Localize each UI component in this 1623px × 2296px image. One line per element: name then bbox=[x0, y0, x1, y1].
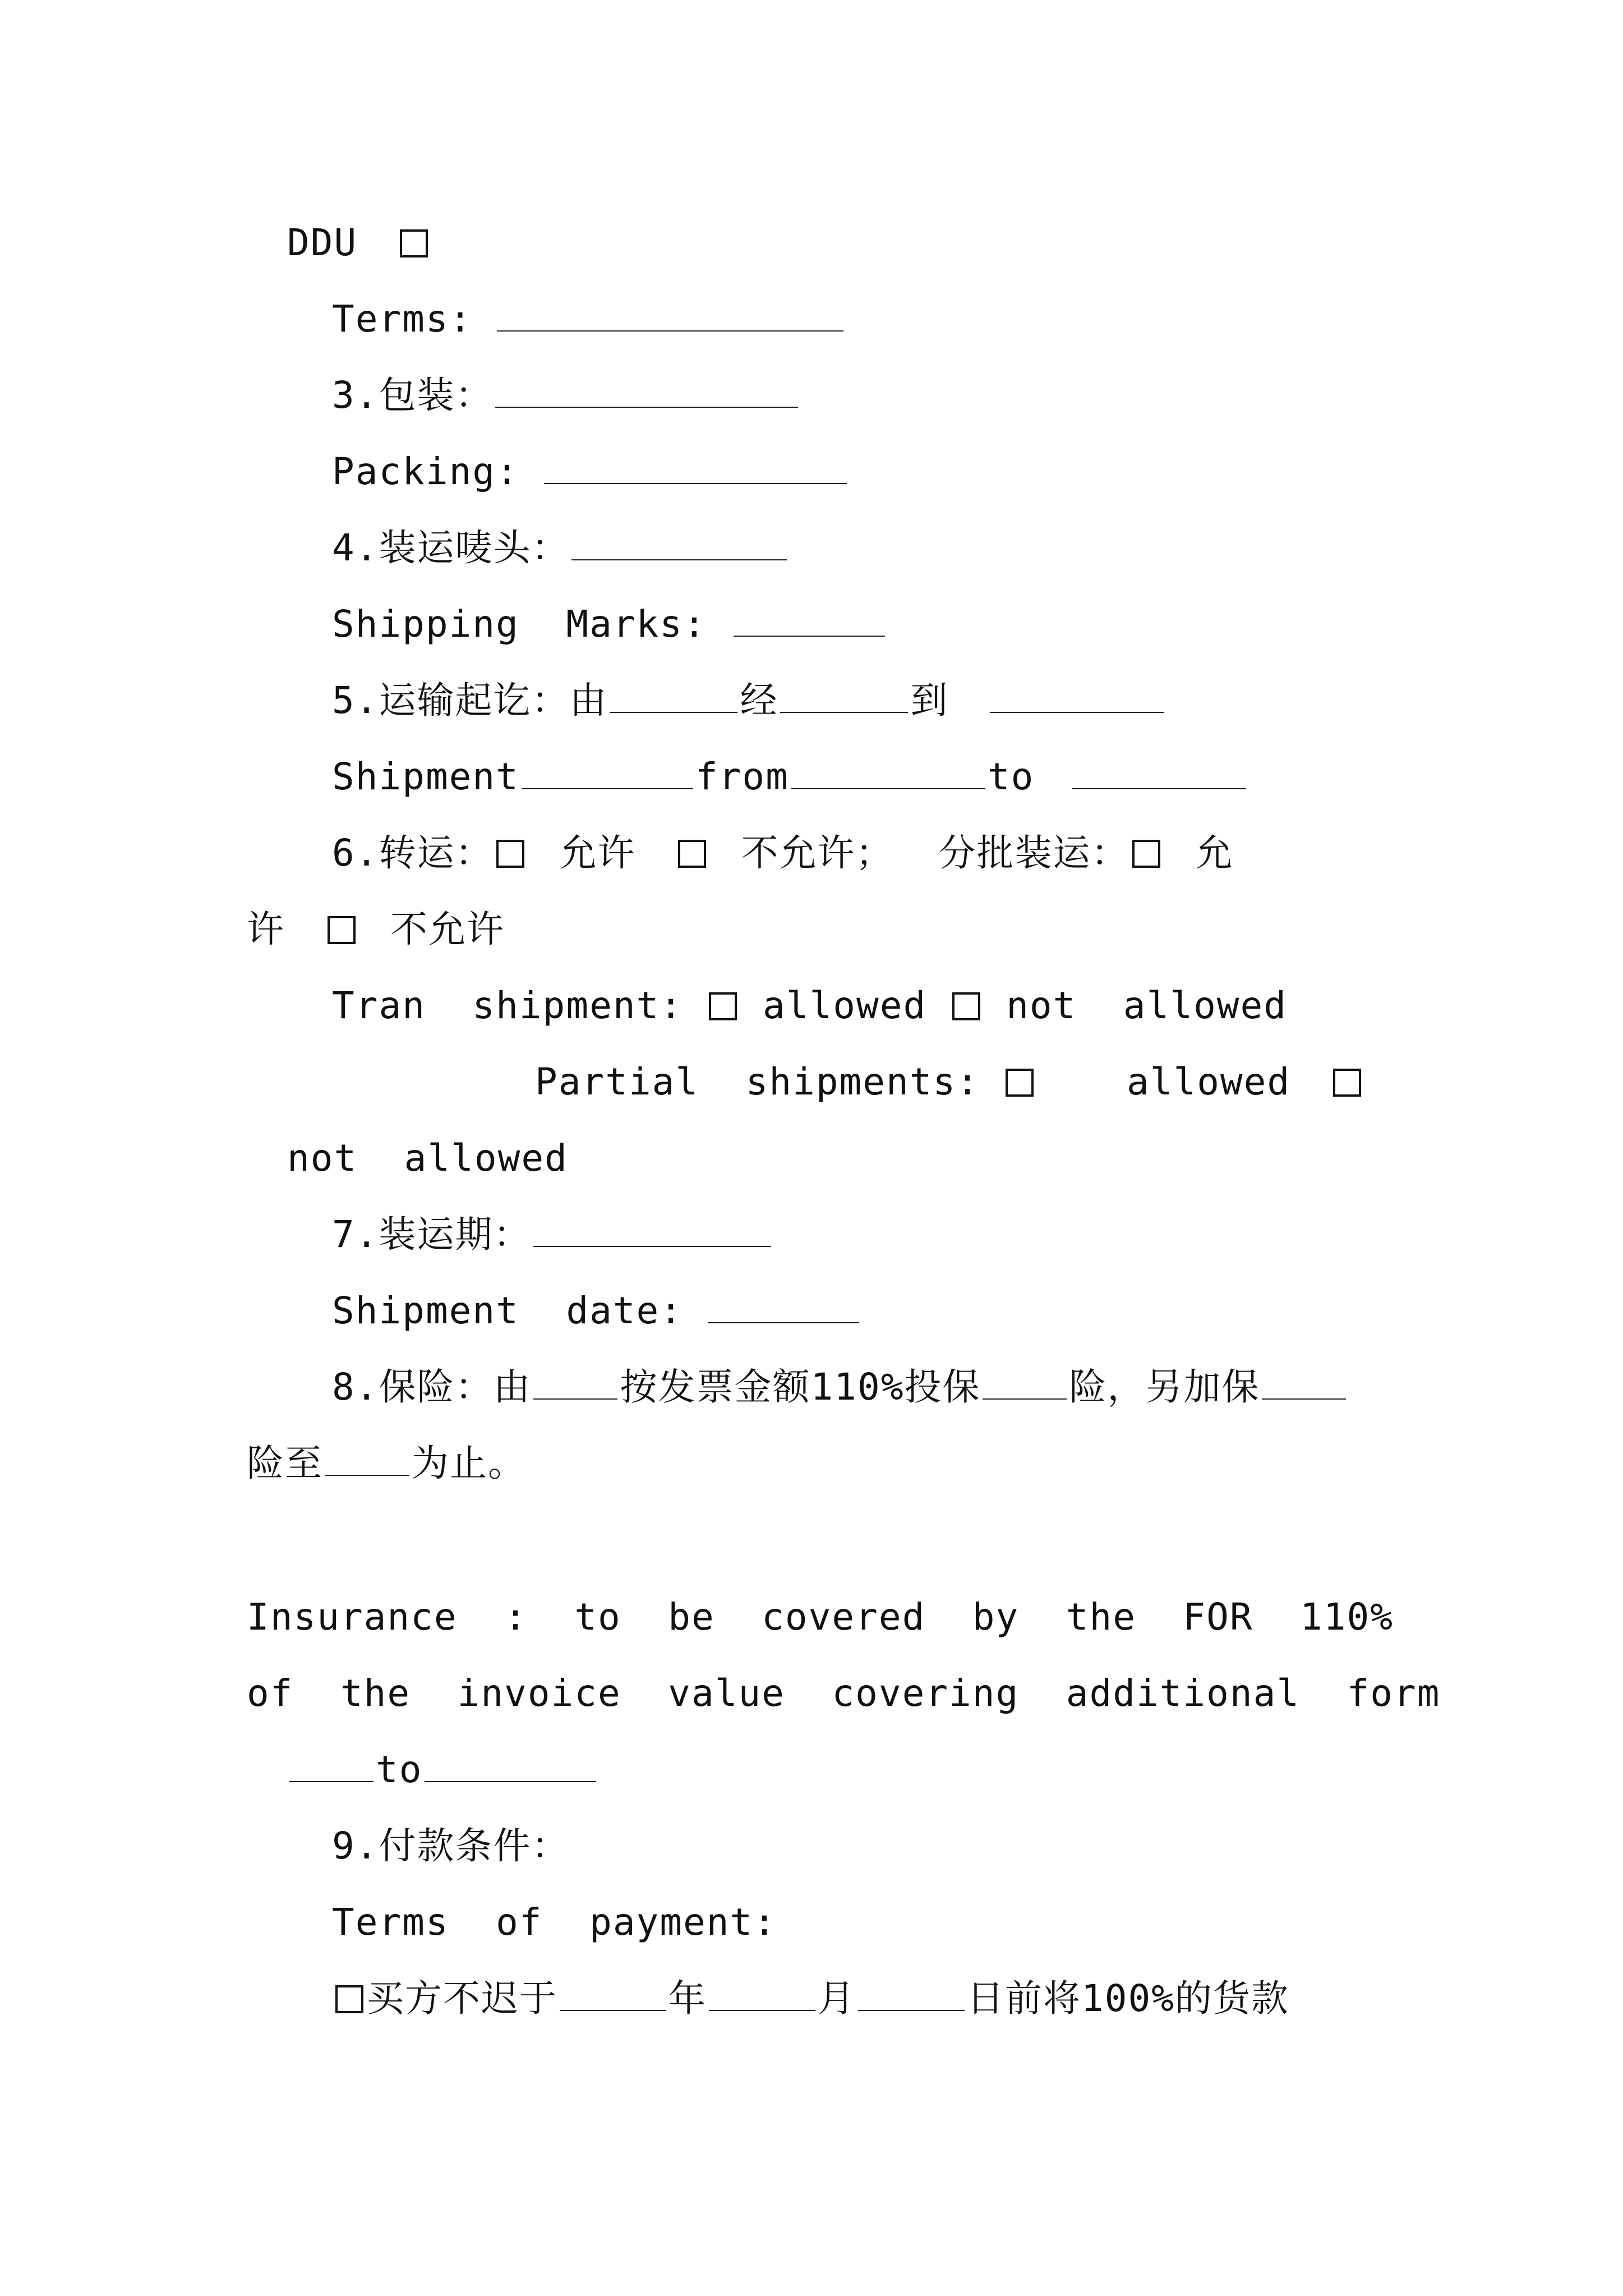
insurance-cn-field-1[interactable] bbox=[533, 1398, 617, 1400]
insurance-cn-line-2 bbox=[247, 1438, 526, 1489]
shipment-en-line bbox=[332, 752, 1248, 802]
transship-en-allowed-checkbox[interactable] bbox=[709, 992, 737, 1020]
buyer-checkbox[interactable] bbox=[335, 1985, 363, 2013]
insurance-en-line-3 bbox=[287, 1745, 598, 1795]
partial-allowed-checkbox[interactable] bbox=[1132, 840, 1160, 868]
buyer-day-field[interactable] bbox=[858, 2009, 965, 2011]
shipment-cn-line bbox=[332, 675, 1166, 726]
insurance-en-line-1 bbox=[247, 1592, 1394, 1642]
terms-label: Terms: bbox=[332, 297, 473, 341]
shipment-en-label-b: from bbox=[695, 755, 789, 798]
transship-en-not-allowed-checkbox[interactable] bbox=[952, 992, 980, 1020]
date-cn-label: 7.装运期： bbox=[332, 1213, 532, 1256]
insurance-cn-line bbox=[332, 1362, 1348, 1412]
transship-en-label: Tran shipment: bbox=[332, 984, 684, 1027]
packing-cn-label: 3.包装： bbox=[332, 374, 494, 417]
transship-not-allowed-checkbox[interactable] bbox=[678, 840, 706, 868]
insurance-cn2-label-b: 为止。 bbox=[412, 1442, 526, 1485]
payment-en-line bbox=[332, 1897, 777, 1948]
shipment-en-field-2[interactable] bbox=[791, 788, 985, 789]
date-en-label: Shipment date: bbox=[332, 1289, 684, 1332]
date-en-line bbox=[332, 1286, 861, 1336]
partial-en-line bbox=[535, 1057, 1364, 1107]
buyer-year-field[interactable] bbox=[560, 2009, 666, 2011]
packing-en-field[interactable] bbox=[544, 482, 847, 484]
partial-allowed-cn-b: 许 bbox=[247, 908, 285, 951]
shipment-cn-to-field[interactable] bbox=[990, 711, 1164, 713]
shipment-cn-via-field[interactable] bbox=[780, 711, 908, 713]
date-cn-field[interactable] bbox=[533, 1245, 771, 1247]
transship-en-not-allowed: not allowed bbox=[1006, 984, 1288, 1027]
payment-cn-line bbox=[332, 1821, 569, 1871]
insurance-cn-field-3[interactable] bbox=[1262, 1398, 1346, 1400]
transship-cn-line-2 bbox=[247, 904, 505, 955]
terms-field[interactable] bbox=[497, 330, 843, 332]
partial-en-line-2 bbox=[287, 1133, 568, 1184]
terms-line bbox=[332, 294, 846, 344]
date-cn-line bbox=[332, 1209, 773, 1260]
transship-cn-label: 6.转运： bbox=[332, 831, 494, 875]
transship-en-allowed: allowed bbox=[763, 984, 927, 1027]
shipment-cn-label-a: 5.运输起讫：由 bbox=[332, 679, 608, 722]
date-en-field[interactable] bbox=[708, 1322, 859, 1323]
insurance-en-text-1: Insurance : to be covered by the FOR 110% bbox=[247, 1595, 1394, 1639]
insurance-en-to: to bbox=[376, 1748, 423, 1791]
partial-not-allowed-checkbox[interactable] bbox=[328, 916, 356, 944]
transship-allowed-checkbox[interactable] bbox=[496, 840, 524, 868]
shipment-cn-label-c: 到 bbox=[910, 679, 949, 722]
buyer-label-c: 月 bbox=[818, 1977, 856, 2020]
payment-en-label: Terms of payment: bbox=[332, 1901, 777, 1944]
buyer-line bbox=[332, 1973, 1289, 2024]
marks-cn-field[interactable] bbox=[571, 559, 787, 560]
shipment-cn-label-b: 经 bbox=[740, 679, 778, 722]
insurance-cn2-label-a: 险至 bbox=[247, 1442, 323, 1485]
payment-cn-label: 9.付款条件： bbox=[332, 1824, 570, 1867]
ddu-checkbox[interactable] bbox=[400, 229, 428, 257]
insurance-cn-label-b: 按发票金额110%投保 bbox=[620, 1365, 981, 1409]
marks-en-line bbox=[332, 599, 887, 650]
shipment-cn-from-field[interactable] bbox=[610, 711, 737, 713]
buyer-label-a: 买方不迟于 bbox=[367, 1977, 557, 2020]
transship-not-allowed-cn: 不允许； bbox=[741, 831, 894, 875]
partial-en-not-allowed: not allowed bbox=[287, 1137, 568, 1180]
insurance-cn-field-2[interactable] bbox=[983, 1398, 1067, 1400]
shipment-en-label-c: to bbox=[987, 755, 1035, 798]
insurance-en-line-2 bbox=[247, 1668, 1441, 1719]
buyer-month-field[interactable] bbox=[709, 2009, 815, 2011]
shipment-en-field-3[interactable] bbox=[1072, 788, 1246, 789]
insurance-cn-label-c: 险，另加保 bbox=[1069, 1365, 1260, 1409]
transship-allowed-cn: 允许 bbox=[559, 831, 636, 875]
shipment-en-field-1[interactable] bbox=[522, 788, 693, 789]
insurance-en-field-2[interactable] bbox=[425, 1780, 596, 1782]
insurance-en-field-1[interactable] bbox=[289, 1780, 374, 1782]
partial-en-allowed: allowed bbox=[1126, 1060, 1291, 1103]
buyer-label-d: 日前将100%的货款 bbox=[967, 1977, 1289, 2020]
marks-cn-line bbox=[332, 523, 789, 573]
insurance-cn-label-a: 8.保险：由 bbox=[332, 1365, 532, 1409]
transship-en-line bbox=[332, 981, 1287, 1031]
partial-en-not-allowed-checkbox[interactable] bbox=[1333, 1069, 1361, 1097]
packing-en-label: Packing: bbox=[332, 450, 519, 493]
partial-allowed-cn-a: 允 bbox=[1195, 831, 1234, 875]
marks-cn-label: 4.装运唛头： bbox=[332, 526, 570, 569]
ddu-line bbox=[287, 218, 431, 268]
insurance-en-text-2: of the invoice value covering additional form bbox=[247, 1672, 1441, 1715]
insurance-cn-field-4[interactable] bbox=[325, 1474, 409, 1476]
transship-cn-line bbox=[332, 828, 1233, 878]
packing-cn-field[interactable] bbox=[495, 406, 798, 408]
partial-en-allowed-checkbox[interactable] bbox=[1006, 1069, 1034, 1097]
packing-cn-line bbox=[332, 370, 800, 421]
marks-en-field[interactable] bbox=[734, 635, 885, 637]
buyer-label-b: 年 bbox=[668, 1977, 707, 2020]
partial-en-label: Partial shipments: bbox=[535, 1060, 980, 1103]
ddu-label: DDU bbox=[287, 221, 358, 264]
marks-en-label: Shipping Marks: bbox=[332, 602, 707, 646]
shipment-en-label-a: Shipment bbox=[332, 755, 519, 798]
partial-not-allowed-cn: 不允许 bbox=[390, 908, 505, 951]
partial-cn-label: 分批装运： bbox=[938, 831, 1129, 875]
packing-en-line bbox=[332, 447, 849, 497]
